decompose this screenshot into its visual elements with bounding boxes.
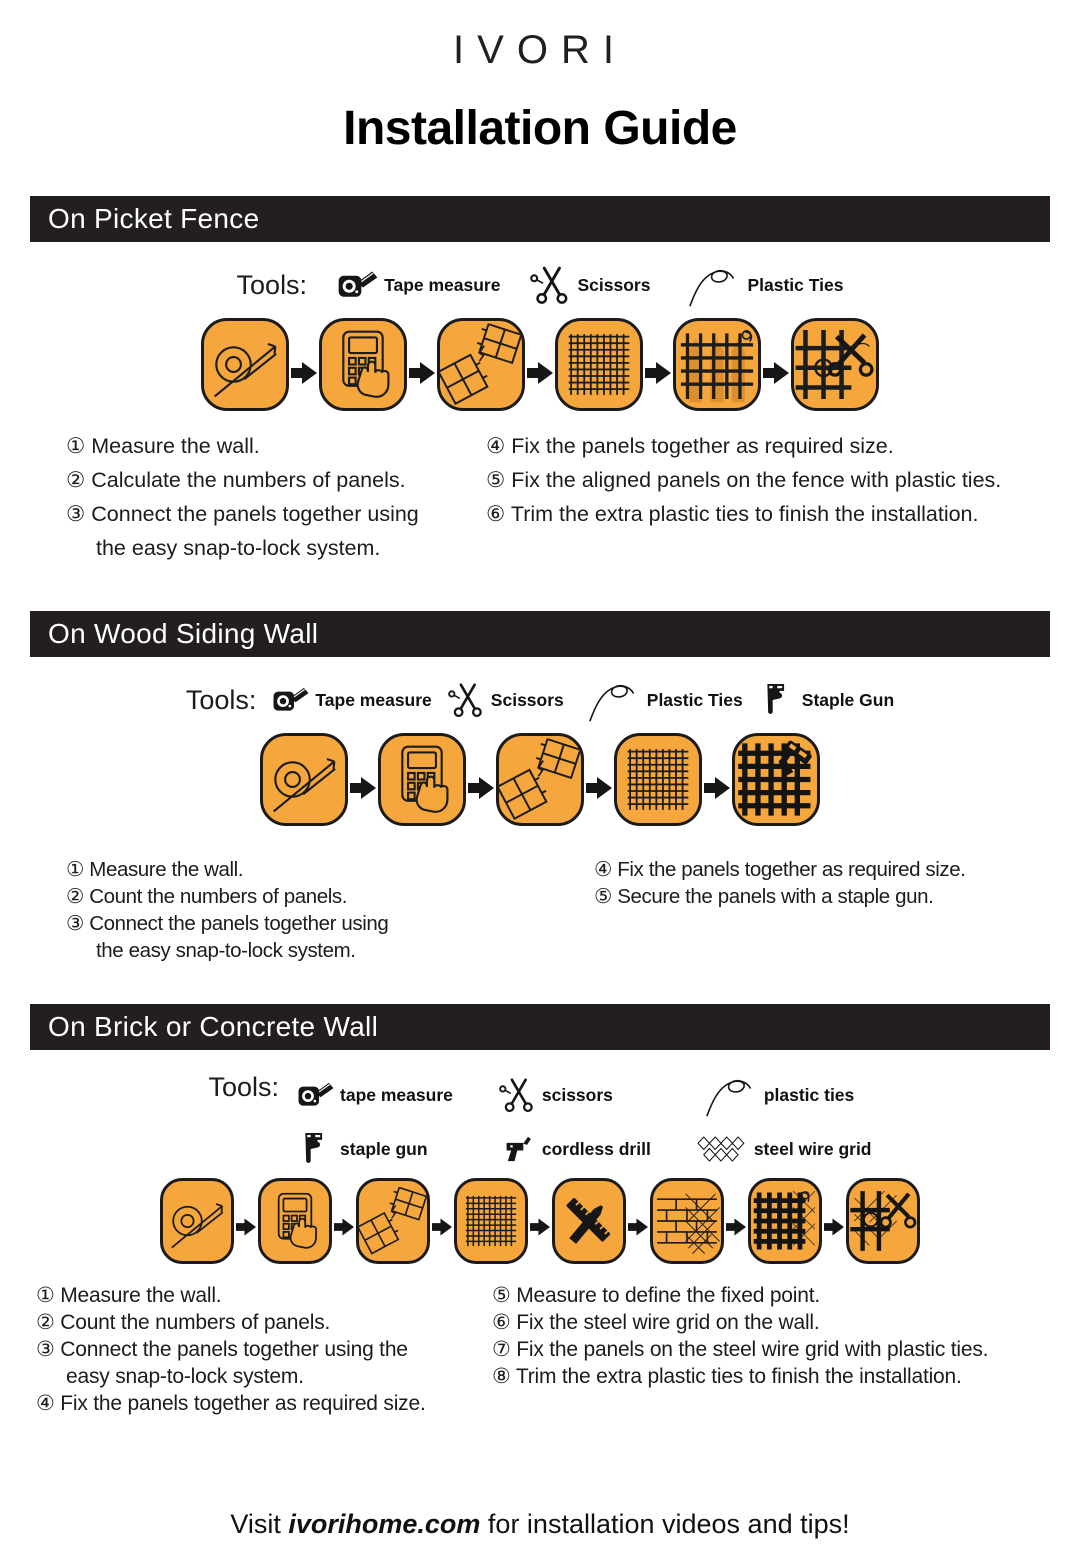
flow-row-wood-siding — [0, 733, 1080, 826]
tool-label: staple gun — [340, 1138, 428, 1159]
flow-icon-panel-mesh — [614, 733, 702, 826]
step-item: ④ Fix the panels together as required size. — [36, 1392, 426, 1415]
footer-website: ivorihome.com — [288, 1509, 481, 1539]
steps-left-column — [36, 1282, 492, 1417]
tool-label: plastic ties — [763, 1084, 855, 1105]
arrow-right-icon — [586, 777, 612, 799]
arrow-right-icon — [432, 1218, 452, 1236]
steps-brick-concrete — [0, 1282, 1080, 1417]
flow-icon-connect-panels — [437, 318, 525, 411]
steps-left-column — [66, 856, 594, 964]
tool-label: Scissors — [490, 689, 564, 710]
tool-label: Scissors — [577, 274, 651, 295]
flow-row-brick-concrete — [0, 1178, 1080, 1264]
step-item-continuation: the easy snap-to-lock system. — [96, 536, 381, 560]
page-title: Installation Guide — [343, 102, 737, 155]
footer-prefix: Visit — [230, 1509, 289, 1539]
step-item: ⑧ Trim the extra plastic ties to finish the installation. — [492, 1365, 962, 1388]
step-item: ⑥ Fix the steel wire grid on the wall. — [492, 1311, 820, 1334]
tool-plastic-ties — [580, 677, 743, 723]
tool-tape-measure — [297, 1072, 453, 1118]
tool-tape-measure — [337, 264, 500, 306]
flow-icon-grid-on-wall — [748, 1178, 822, 1264]
steel-wire-grid-icon — [697, 1130, 749, 1168]
tool-scissors — [448, 681, 564, 719]
arrow-right-icon — [409, 362, 435, 384]
steps-wood-siding — [0, 856, 1080, 964]
flow-icon-trim-ties — [791, 318, 879, 411]
tools-label: Tools: — [236, 269, 308, 300]
cordless-drill-icon — [499, 1130, 537, 1168]
tool-staple-gun — [759, 681, 894, 719]
steps-right-column — [486, 429, 1001, 565]
tool-label: Staple Gun — [801, 689, 895, 710]
section-header-wood-siding-wall: On Wood Siding Wall — [30, 611, 1050, 657]
flow-icon-connect-panels — [356, 1178, 430, 1264]
flow-icon-panel-mesh — [555, 318, 643, 411]
tool-label: steel wire grid — [753, 1138, 872, 1159]
step-item: ⑤ Fix the aligned panels on the fence with plastic ties. — [486, 468, 1002, 492]
tool-label: Tape measure — [384, 274, 501, 295]
flow-icon-tape-measure — [260, 733, 348, 826]
step-item: ① Measure the wall. — [66, 858, 244, 881]
tool-label: Tape measure — [315, 689, 432, 710]
flow-icon-panel-mesh — [454, 1178, 528, 1264]
footer-note — [0, 1509, 1080, 1540]
arrow-right-icon — [824, 1218, 844, 1236]
arrow-right-icon — [628, 1218, 648, 1236]
flow-icon-finish-trim — [846, 1178, 920, 1264]
arrow-right-icon — [236, 1218, 256, 1236]
brand-logo: IVORI — [453, 28, 627, 72]
arrow-right-icon — [468, 777, 494, 799]
flow-icon-tape-measure — [201, 318, 289, 411]
plastic-ties-icon — [697, 1072, 759, 1118]
step-item: ③ Connect the panels together using — [66, 502, 419, 526]
step-item: ④ Fix the panels together as required size. — [486, 434, 894, 458]
arrow-right-icon — [530, 1218, 550, 1236]
flow-icon-wire-grid-on-brick — [650, 1178, 724, 1264]
tools-grid — [297, 1072, 871, 1168]
step-item: ① Measure the wall. — [66, 434, 260, 458]
tools-row-brick-concrete — [0, 1072, 1080, 1168]
arrow-right-icon — [291, 362, 317, 384]
step-item: ② Count the numbers of panels. — [36, 1311, 331, 1334]
flow-icon-connect-panels — [496, 733, 584, 826]
tool-staple-gun — [297, 1130, 453, 1168]
section-header-picket-fence: On Picket Fence — [30, 196, 1050, 242]
arrow-right-icon — [726, 1218, 746, 1236]
tool-plastic-ties — [697, 1072, 872, 1118]
tape-measure-icon — [272, 681, 310, 719]
step-item: ② Calculate the numbers of panels. — [66, 468, 406, 492]
steps-left-column — [66, 429, 486, 565]
plastic-ties-icon — [580, 677, 642, 723]
tools-label: Tools: — [185, 684, 257, 715]
step-item-continuation: easy snap-to-lock system. — [66, 1365, 304, 1388]
flow-row-picket-fence — [0, 318, 1080, 411]
scissors-icon — [499, 1076, 537, 1114]
step-item-continuation: the easy snap-to-lock system. — [96, 939, 356, 962]
steps-picket-fence — [0, 429, 1080, 565]
tool-cordless-drill — [499, 1130, 651, 1168]
flow-icon-calculator — [378, 733, 466, 826]
tool-plastic-ties — [680, 262, 843, 308]
arrow-right-icon — [334, 1218, 354, 1236]
arrow-right-icon — [704, 777, 730, 799]
tool-label: cordless drill — [541, 1138, 651, 1159]
step-item: ⑤ Secure the panels with a staple gun. — [594, 885, 934, 908]
tool-label: scissors — [541, 1084, 613, 1105]
flow-icon-calculator — [258, 1178, 332, 1264]
tools-label: Tools: — [208, 1072, 280, 1102]
step-item: ③ Connect the panels together using the — [36, 1338, 408, 1361]
plastic-ties-icon — [680, 262, 742, 308]
flow-icon-calculator — [319, 318, 407, 411]
tool-label: tape measure — [340, 1084, 453, 1105]
arrow-right-icon — [527, 362, 553, 384]
steps-right-column — [492, 1282, 988, 1417]
tool-label: Plastic Ties — [646, 689, 743, 710]
tape-measure-icon — [337, 264, 379, 306]
scissors-icon — [448, 681, 486, 719]
flow-icon-tape-measure — [160, 1178, 234, 1264]
flow-icon-staple-grid — [732, 733, 820, 826]
flow-icon-fence-with-grid — [673, 318, 761, 411]
staple-gun-icon — [759, 681, 797, 719]
tool-scissors — [499, 1072, 651, 1118]
tools-row-wood-siding — [0, 677, 1080, 723]
arrow-right-icon — [350, 777, 376, 799]
step-item: ② Count the numbers of panels. — [66, 885, 348, 908]
step-item: ⑤ Measure to define the fixed point. — [492, 1284, 820, 1307]
step-item: ⑥ Trim the extra plastic ties to finish the installation. — [486, 502, 979, 526]
arrow-right-icon — [763, 362, 789, 384]
scissors-icon — [530, 264, 572, 306]
tape-measure-icon — [297, 1076, 335, 1114]
step-item: ⑦ Fix the panels on the steel wire grid with plastic ties. — [492, 1338, 989, 1361]
tool-tape-measure — [272, 681, 431, 719]
steps-right-column — [594, 856, 966, 964]
section-header-brick-concrete-wall: On Brick or Concrete Wall — [30, 1004, 1050, 1050]
tools-row-picket-fence — [0, 262, 1080, 308]
flow-icon-mark-fixed-point — [552, 1178, 626, 1264]
step-item: ③ Connect the panels together using — [66, 912, 389, 935]
step-item: ① Measure the wall. — [36, 1284, 222, 1307]
arrow-right-icon — [645, 362, 671, 384]
step-item: ④ Fix the panels together as required size. — [594, 858, 966, 881]
tool-label: Plastic Ties — [747, 274, 844, 295]
tool-scissors — [530, 264, 650, 306]
footer-suffix: for installation videos and tips! — [480, 1509, 850, 1539]
tool-steel-wire-grid — [697, 1130, 872, 1168]
staple-gun-icon — [297, 1130, 335, 1168]
